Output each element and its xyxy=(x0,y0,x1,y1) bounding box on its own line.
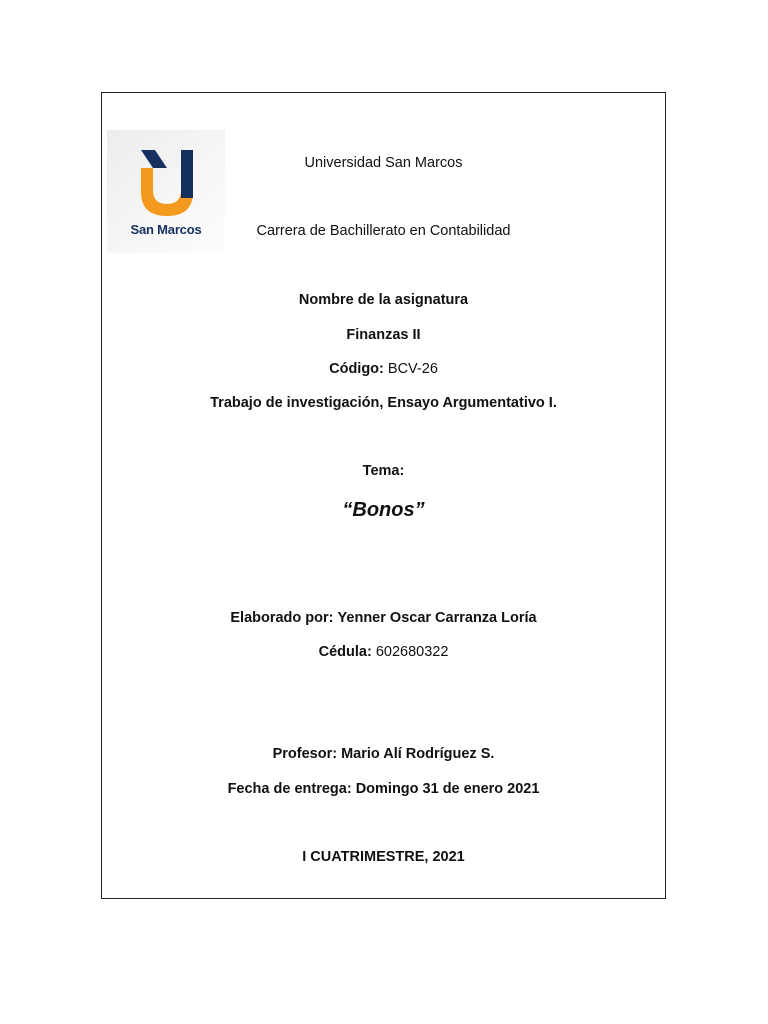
code-line xyxy=(101,360,666,378)
code-value: BCV-26 xyxy=(387,361,438,377)
topic-label: Tema: xyxy=(362,463,405,479)
due-date-line xyxy=(101,780,666,798)
professor-line xyxy=(101,745,666,763)
id-label: Cédula: xyxy=(318,644,372,660)
subject-name: Finanzas II xyxy=(346,327,421,343)
author-label: Elaborado por: xyxy=(230,610,334,626)
work-type: Trabajo de investigación, Ensayo Argumentativo I. xyxy=(210,395,557,411)
logo-text: San Marcos xyxy=(130,222,202,237)
author-line xyxy=(101,609,666,627)
professor-label: Profesor: xyxy=(272,746,338,762)
author-value: Yenner Oscar Carranza Loría xyxy=(337,610,537,626)
code-label: Código: xyxy=(329,361,384,377)
id-value: 602680322 xyxy=(375,644,449,660)
university-name: Universidad San Marcos xyxy=(304,155,463,171)
id-line xyxy=(101,643,666,661)
professor-value: Mario Alí Rodríguez S. xyxy=(341,746,495,762)
topic-title: “Bonos” xyxy=(342,499,425,521)
subject-label: Nombre de la asignatura xyxy=(298,292,469,308)
career-name: Carrera de Bachillerato en Contabilidad xyxy=(256,223,511,239)
due-date-value: Domingo 31 de enero 2021 xyxy=(355,781,540,797)
due-date-label: Fecha de entrega: xyxy=(227,781,352,797)
term: I CUATRIMESTRE, 2021 xyxy=(302,849,465,865)
